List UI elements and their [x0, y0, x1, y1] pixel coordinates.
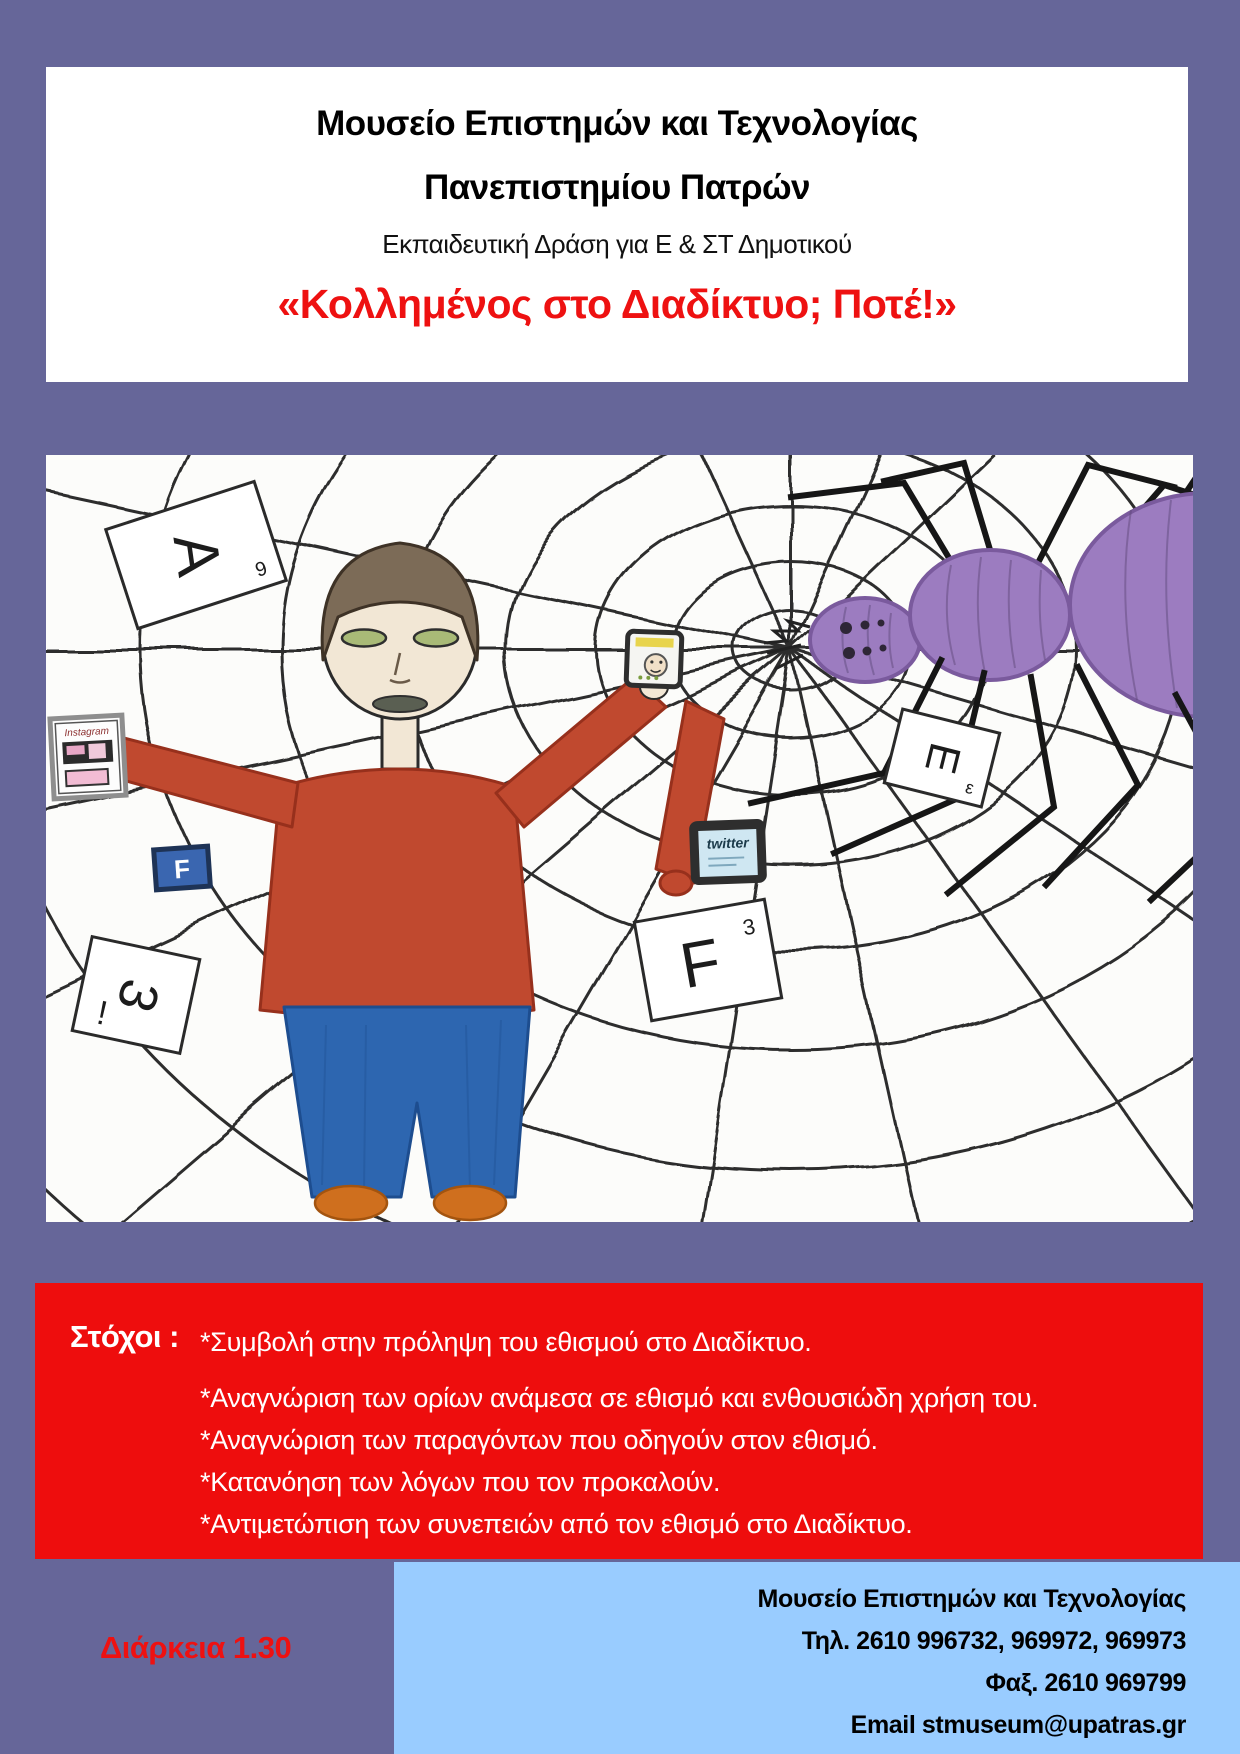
instagram-icon	[50, 715, 126, 799]
twitter-icon	[689, 819, 767, 886]
spider	[751, 455, 1193, 900]
contact-fax: Φαξ. 2610 969799	[985, 1669, 1186, 1697]
svg-text:9: 9	[252, 557, 270, 582]
red-sweater	[260, 769, 534, 1019]
letter-note-3	[72, 937, 200, 1054]
contact-name: Μουσείο Επιστημών και Τεχνολογίας	[757, 1585, 1186, 1613]
svg-text:ε: ε	[963, 776, 976, 799]
goals-list	[200, 1321, 1200, 1545]
contact-email: Email stmuseum@upatras.gr	[850, 1711, 1186, 1739]
goal-item: *Κατανόηση των λόγων που τον προκαλούν.	[200, 1467, 721, 1497]
svg-text:E: E	[915, 737, 970, 779]
goal-item: *Συμβολή στην πρόληψη του εθισμού στο Διαδίκτυο.	[200, 1327, 812, 1357]
video-chat-icon	[626, 631, 682, 687]
letter-note-a	[106, 481, 287, 628]
goal-item: *Αντιμετώπιση των συνεπειών από τον εθισμό στο Διαδίκτυο.	[200, 1509, 913, 1539]
svg-text:twitter: twitter	[706, 834, 749, 852]
contact-phone: Τηλ. 2610 996732, 969972, 969973	[801, 1627, 1186, 1655]
contact-card	[394, 1562, 1240, 1754]
museum-title-line1: Μουσείο Επιστημών και Τεχνολογίας	[316, 104, 918, 143]
svg-text:F: F	[173, 853, 192, 885]
svg-text:A: A	[159, 529, 234, 581]
letter-note-e	[884, 709, 999, 807]
svg-text:Instagram: Instagram	[64, 725, 110, 740]
spider-web-drawing	[46, 455, 1193, 1222]
goal-item: *Αναγνώριση των ορίων ανάμεσα σε εθισμό και ενθουσιώδη χρήση του.	[200, 1383, 1039, 1413]
goal-item: *Αναγνώριση των παραγόντων που οδηγούν στον εθισμό.	[200, 1425, 878, 1455]
svg-text:3: 3	[104, 972, 171, 1019]
letter-note-f	[634, 899, 781, 1020]
svg-text:3: 3	[740, 913, 758, 941]
header-subtitle: Εκπαιδευτική Δράση για Ε & ΣΤ Δημοτικού	[382, 229, 852, 259]
duration-label: Διάρκεια 1.30	[100, 1630, 292, 1665]
svg-text:!: !	[93, 993, 111, 1033]
header-card	[46, 67, 1188, 382]
museum-title-line2: Πανεπιστημίου Πατρών	[423, 168, 811, 207]
goals-label: Στόχοι :	[70, 1319, 179, 1354]
svg-text:F: F	[674, 924, 726, 1003]
jeans	[284, 1007, 530, 1197]
illustration-drawing	[46, 455, 1193, 1222]
activity-title: «Κολλημένος στο Διαδίκτυο; Ποτέ!»	[277, 281, 957, 327]
goals-card	[35, 1283, 1203, 1559]
facebook-icon	[154, 846, 211, 890]
